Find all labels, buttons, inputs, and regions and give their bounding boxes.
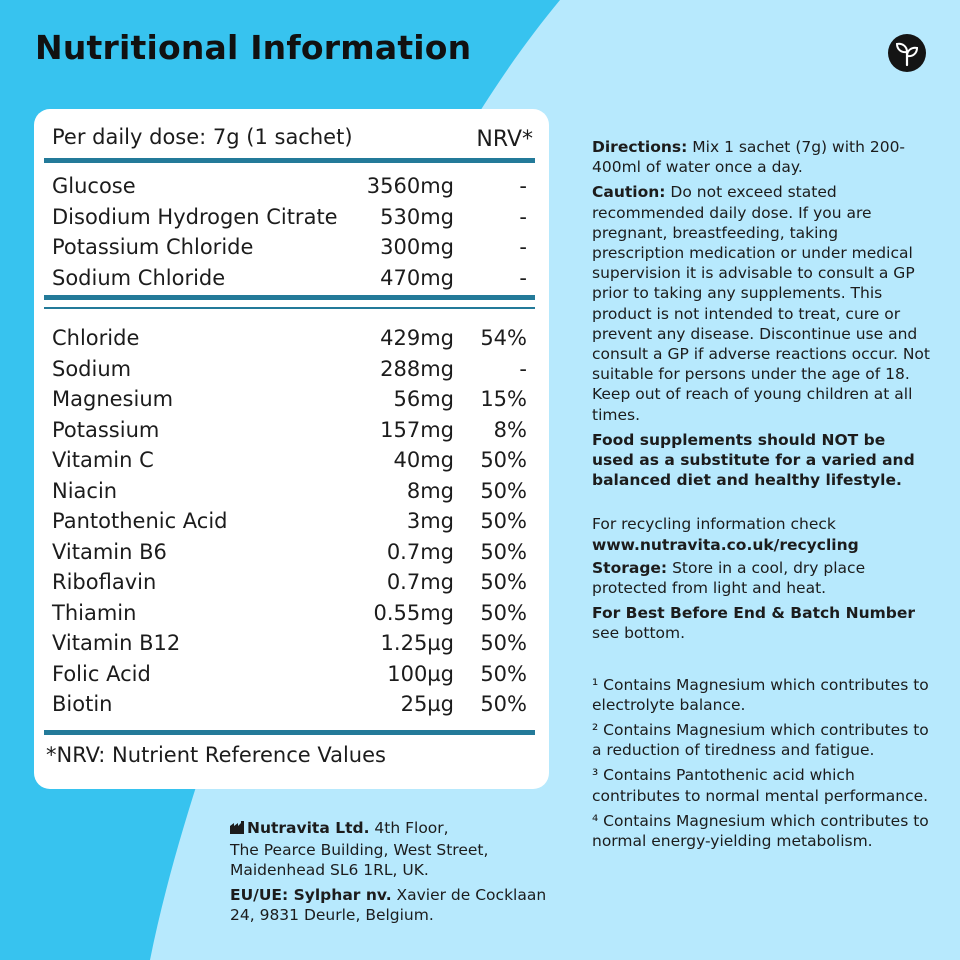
company-name: Nutravita Ltd.: [247, 819, 370, 837]
table-row: Thiamin 0.55mg 50%: [52, 600, 527, 625]
dose-label: Per daily dose: 7g (1 sachet): [52, 125, 353, 149]
page-title: Nutritional Information: [35, 28, 472, 67]
table-row: Sodium Chloride 470mg -: [52, 265, 527, 290]
factory-icon: [230, 819, 244, 840]
table-row: Vitamin B6 0.7mg 50%: [52, 539, 527, 564]
table-row: Folic Acid 100µg 50%: [52, 661, 527, 686]
caution: Caution: Do not exceed stated recommended daily dose. If you are pregnant, breastfeeding, taking prescription medication or under medical supervision it is advisable to consult a GP prior to taking any supplements. This product is not intended to treat, cure or prevent any disease. Discontinue use and consult a GP if adverse reactions occur. Not suitable for persons under the age of 18. Keep out of reach of young children at all times.: [592, 183, 930, 424]
table-row: Disodium Hydrogen Citrate 530mg -: [52, 204, 527, 229]
claim-item: ⁴ Contains Magnesium which contributes to normal energy-yielding metabolism.: [592, 811, 929, 851]
recycling-url: www.nutravita.co.uk/recycling: [592, 535, 859, 554]
table-row: Sodium 288mg -: [52, 356, 527, 381]
nutrients-group: [52, 323, 527, 720]
company-address: [230, 818, 560, 930]
divider: [44, 730, 535, 735]
table-row: Potassium Chloride 300mg -: [52, 235, 527, 259]
uk-address: Nutravita Ltd. 4th Floor, The Pearce Building, West Street, Maidenhead SL6 1RL, UK.: [230, 819, 489, 879]
recycling-info: For recycling information check www.nutravita.co.uk/recycling: [592, 515, 859, 554]
table-row: Glucose 3560mg -: [52, 174, 527, 198]
claim-item: ³ Contains Pantothenic acid which contributes to normal mental performance.: [592, 766, 929, 805]
table-row: Vitamin B12 1.25µg 50%: [52, 631, 527, 655]
table-row: Vitamin C 40mg 50%: [52, 448, 527, 472]
divider: [44, 307, 535, 309]
best-before: For Best Before End & Batch Number see bottom.: [592, 604, 916, 643]
table-header: [52, 123, 533, 163]
table-row: Niacin 8mg 50%: [52, 478, 527, 503]
table-row: Magnesium 56mg 15%: [52, 387, 527, 411]
nrv-footnote: *NRV: Nutrient Reference Values: [46, 743, 386, 767]
table-row: Chloride 429mg 54%: [52, 326, 527, 350]
table-row: Riboflavin 0.7mg 50%: [52, 570, 527, 594]
leaf-sprout-icon: [888, 34, 926, 72]
claim-item: ² Contains Magnesium which contributes to a reduction of tiredness and fatigue.: [592, 721, 929, 760]
info-column: [592, 137, 932, 856]
divider: [44, 158, 535, 163]
directions: Directions: Mix 1 sachet (7g) with 200-400ml of water once a day.: [592, 138, 906, 177]
supplement-warning: Food supplements should NOT be used as a substitute for a varied and balanced diet and healthy lifestyle.: [592, 430, 915, 490]
divider: [44, 295, 535, 300]
eu-address: EU/UE: Sylphar nv. Xavier de Cocklaan 24, 9831 Deurle, Belgium.: [230, 885, 547, 924]
table-row: Potassium 157mg 8%: [52, 417, 527, 442]
nutrition-table: [34, 109, 549, 789]
table-row: Biotin 25µg 50%: [52, 692, 527, 716]
table-row: Pantothenic Acid 3mg 50%: [52, 509, 527, 533]
storage: Storage: Store in a cool, dry place protected from light and heat.: [592, 558, 866, 598]
ingredients-group: [52, 171, 527, 293]
claim-item: ¹ Contains Magnesium which contributes to electrolyte balance.: [592, 675, 929, 714]
nrv-header: NRV*: [476, 127, 533, 152]
